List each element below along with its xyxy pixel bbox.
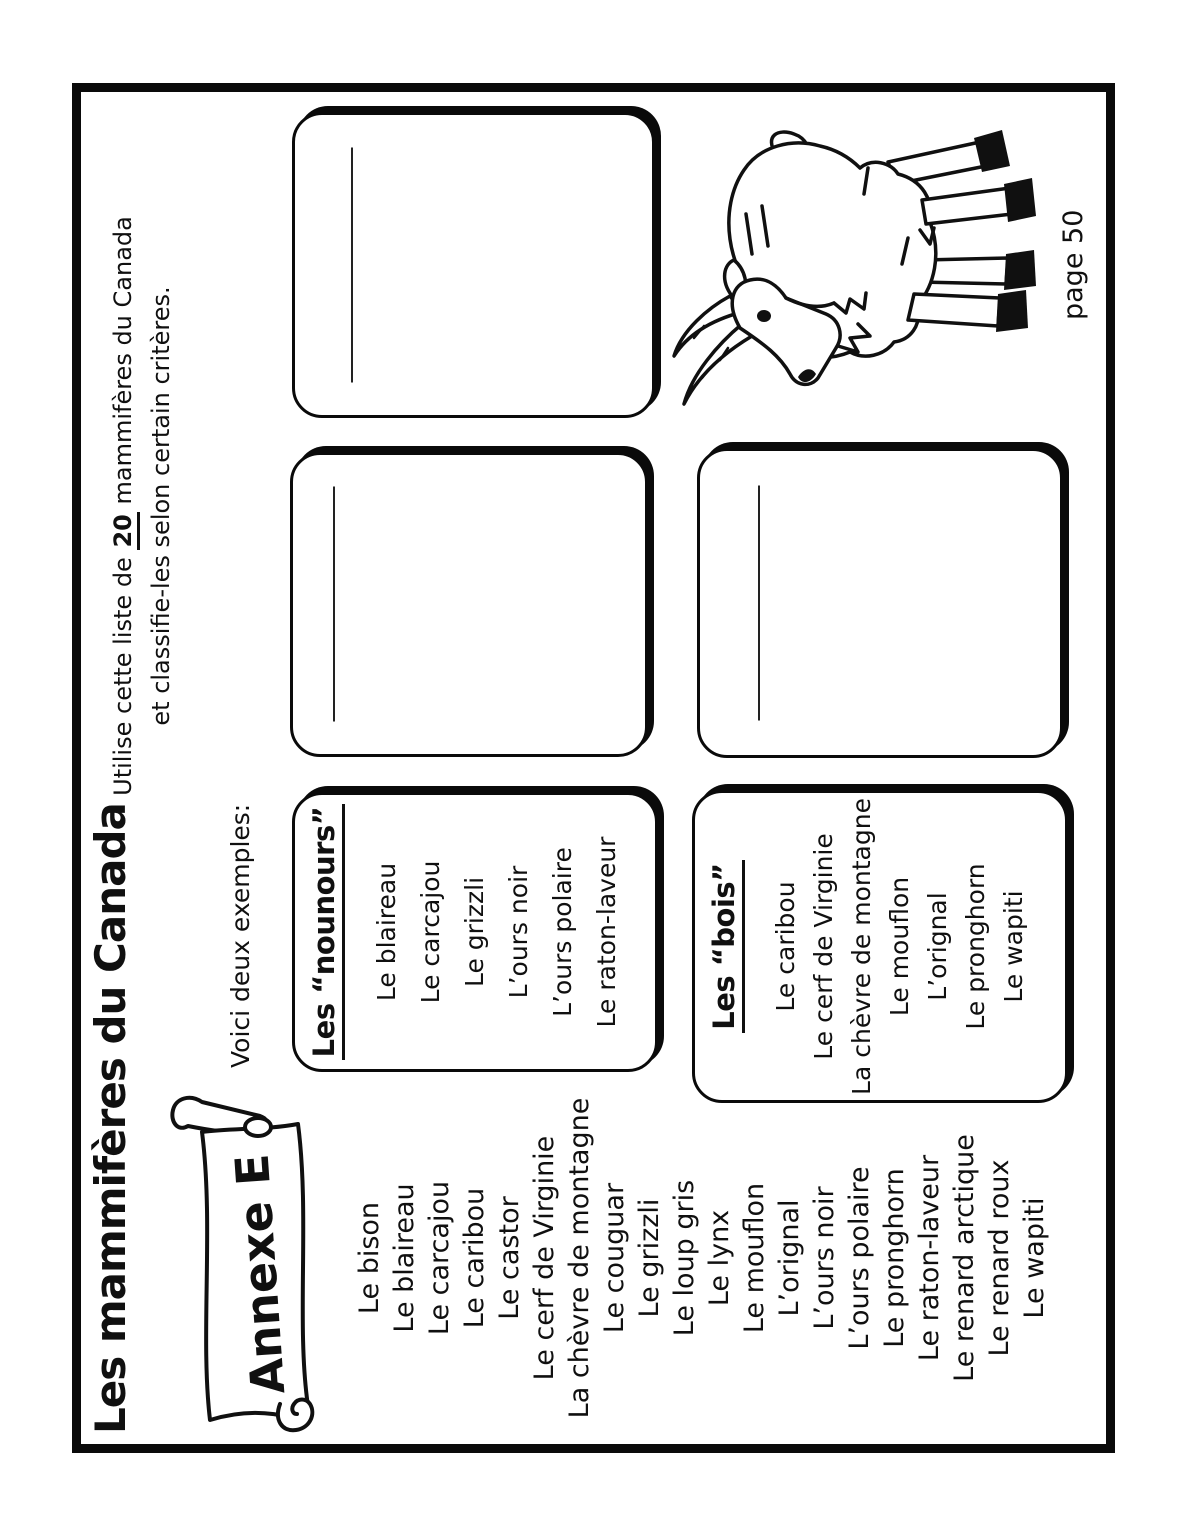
empty-classification-box-2: [292, 112, 655, 418]
mammal-list-item: Le bison: [354, 1201, 385, 1315]
page-title: Les mammifères du Canada: [86, 803, 135, 1434]
example-item: Le pronghorn: [961, 863, 990, 1030]
mammal-list-item: Le grizzli: [634, 1198, 665, 1318]
mammal-list-item: Le raton-laveur: [914, 1154, 945, 1362]
mammal-list-item: Le carcajou: [424, 1180, 455, 1336]
example-box-title-text: Les “bois”: [707, 860, 745, 1033]
example-item: L’ours polaire: [548, 847, 577, 1017]
mammal-list-item: Le caribou: [459, 1187, 490, 1329]
mountain-goat-illustration: [668, 124, 1068, 420]
example-item: Le caribou: [771, 881, 800, 1012]
example-item: L’ours noir: [504, 865, 533, 999]
instructions-line-2: et classifie-les selon certain critères.: [147, 286, 175, 726]
mammal-list-item: L’ours noir: [809, 1186, 840, 1330]
mammal-list-item: Le cerf de Virginie: [529, 1135, 560, 1381]
example-item: Le cerf de Virginie: [809, 833, 838, 1060]
empty-classification-box-3: [697, 448, 1063, 758]
mammal-list-item: Le castor: [494, 1196, 525, 1320]
mammal-list-item: Le pronghorn: [879, 1168, 910, 1348]
example-item: Le raton-laveur: [592, 836, 621, 1028]
example-item: La chèvre de montagne: [847, 798, 876, 1095]
instructions-text: mammifères du Canada: [109, 216, 137, 513]
example-item: Le mouflon: [885, 876, 914, 1017]
mammal-list-item: La chèvre de montagne: [564, 1097, 595, 1419]
example-box-bois: [692, 790, 1068, 1103]
example-item: Le carcajou: [416, 860, 445, 1004]
banner-label: Annexe E: [224, 1152, 296, 1397]
empty-classification-box-1: [290, 452, 648, 757]
page-number: page 50: [1058, 209, 1089, 320]
scroll-banner-icon: [168, 1092, 342, 1456]
example-item: L’orignal: [923, 892, 952, 1001]
mammal-list-item: Le wapiti: [1019, 1197, 1050, 1319]
scroll-banner: [168, 1092, 342, 1456]
example-box-items: [767, 793, 1033, 1100]
mammal-list-item: L’ours polaire: [844, 1166, 875, 1350]
instructions-line-1: [104, 202, 142, 810]
blank-title-line: [758, 486, 760, 721]
instructions: [104, 202, 180, 810]
instructions-text: Utilise cette liste de: [109, 549, 137, 796]
example-box-items: [365, 795, 629, 1069]
example-item: Le blaireau: [372, 862, 401, 1002]
examples-intro: Voici deux exemples:: [226, 803, 255, 1068]
mammal-list-item: Le couguar: [599, 1182, 630, 1334]
mammal-list-item: Le renard arctique: [949, 1134, 980, 1382]
mammal-list-item: Le loup gris: [669, 1179, 700, 1337]
example-box-nounours: [292, 792, 658, 1072]
count-underlined: 20: [109, 512, 140, 549]
example-box-title: [707, 793, 741, 1100]
blank-title-line: [333, 487, 335, 722]
example-box-title: [307, 795, 341, 1069]
mammal-list-item: Le mouflon: [739, 1182, 770, 1334]
mammal-list-item: Le renard roux: [984, 1159, 1015, 1357]
example-item: Le grizzli: [460, 876, 489, 988]
blank-title-line: [351, 148, 353, 383]
example-item: Le wapiti: [999, 890, 1028, 1003]
mammal-list: [352, 1072, 1052, 1444]
mammal-list-item: Le blaireau: [389, 1183, 420, 1333]
mountain-goat-icon: [668, 124, 1068, 420]
example-box-title-text: Les “nounours”: [307, 804, 345, 1061]
mammal-list-item: Le lynx: [704, 1209, 735, 1307]
mammal-list-item: L’orignal: [774, 1199, 805, 1317]
